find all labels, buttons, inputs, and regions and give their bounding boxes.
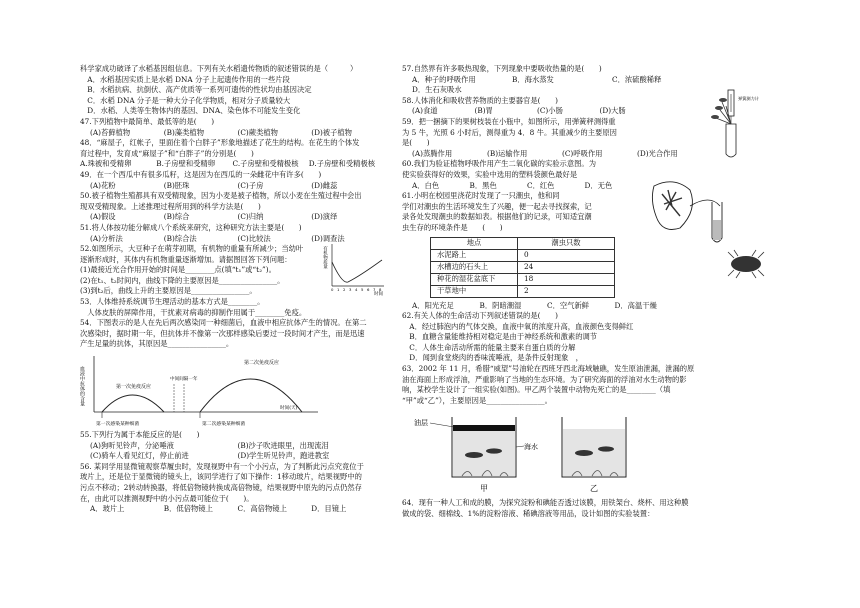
q54-time-label: 时间(天) xyxy=(280,406,298,412)
q59-option: (D)光合作用 xyxy=(637,148,678,158)
q62-stem: 62.有关人体的生命活动下列叙述错误的是( ) xyxy=(402,311,558,321)
beaker-jia-label: 甲 xyxy=(480,484,488,494)
branch-icon xyxy=(716,102,731,124)
q57-stem: 57.自然界有许多吸热现象，下列现象中要吸收热量的是( ) xyxy=(402,64,602,73)
q48-option: D.子房壁和受精极核 xyxy=(308,159,376,169)
q50-options xyxy=(80,212,385,223)
q60-bag-experiment-figure xyxy=(650,176,740,248)
q53-line: 人体皮肤的屏障作用，干扰素对病毒的抑制作用属于________免疫。 xyxy=(80,307,307,317)
q52-seedling-graph xyxy=(324,240,386,296)
table-cell: 18 xyxy=(518,273,615,285)
q54-line: 54．下图表示的是人在先后两次感染同一种细菌后，血液中相应抗体产生的情况。在第二 xyxy=(80,318,367,328)
q58-option: (B)胃 xyxy=(474,106,493,116)
table-row xyxy=(431,249,615,261)
q55-options-row2 xyxy=(80,451,385,462)
q63-line: 响，某校学生设计了一组实验(如图)。甲乙两个装置中动物先死亡的是________（填 xyxy=(402,385,671,395)
q56-option: A．玻片上 xyxy=(90,504,125,514)
q60-line: 60.我们为验证植物呼吸作用产生二氧化碳的实验示意图。为 xyxy=(402,159,597,169)
q52-graph-tick: 8 xyxy=(379,287,382,293)
q61-option: A．阳光充足 xyxy=(412,300,454,310)
q61-options xyxy=(402,301,682,312)
table-cell: 2 xyxy=(518,285,615,297)
q50-line: 50.被子植物生殖都具有双受精现象，因为小麦是被子植物，所以小麦在生殖过程中会出 xyxy=(80,191,362,201)
q61-line: 录各处发现潮虫的数据如表。根据他们的记录，可知适宜潮 xyxy=(402,212,592,222)
q47-option: (C)蕨类植物 xyxy=(237,127,278,137)
oil-label: 油层 xyxy=(414,419,428,428)
q47-stem: 47.下列植物中最简单、最低等的是( ) xyxy=(80,116,215,126)
q61-table xyxy=(430,237,615,298)
q54-antibody-graph xyxy=(80,352,330,428)
q54-infection-1: 第一次感染某种细菌 xyxy=(96,422,140,428)
q50-option: (C)归纳 xyxy=(237,212,264,222)
intro-option-c: C．水稻 DNA 分子是一种大分子化学物质，相对分子质量较大 xyxy=(80,95,291,105)
q52-graph-tick: 4 xyxy=(355,287,358,293)
q62-option: B．血糖含量能维持相对稳定是由于神经系统和激素的调节 xyxy=(402,332,598,342)
q57-options xyxy=(402,75,712,86)
q60-option: C．红色 xyxy=(527,180,555,190)
q48-line: 48．“麻屋子，红帐子，里面住着个白胖子”形象地描述了花生的结构。在花生的个体发 xyxy=(80,138,360,148)
q63-line: “甲”或“乙”），主要原因是________________。 xyxy=(402,395,552,405)
q52-graph-tick: 7 xyxy=(373,287,376,293)
q56-option: B．低倍物镜上 xyxy=(163,504,213,514)
q51-stem: 51.将人体按功能分解成八个系统来研究，这种研究方法主要是( ) xyxy=(80,222,302,232)
q52-line: (1)最接近光合作用开始的时间是________点(填“t₁”或“t₂”)。 xyxy=(80,265,276,275)
q59-branch-scale-figure xyxy=(700,88,762,164)
q52-graph-tick: 1 xyxy=(337,287,340,293)
table-cell: 种花的湿花盆底下 xyxy=(431,273,518,285)
q61-line: 61.小明在校园里浇花时发现了一只潮虫，他和同 xyxy=(402,191,560,201)
q48-option: B.子房壁和受精卵 xyxy=(156,159,216,169)
q61-line: 虫生存的环境条件是 ( ) xyxy=(402,222,503,232)
q52-line: 52.如图所示，大豆种子在萌芽初期，有机物的重量有所减少；当幼叶 xyxy=(80,244,304,254)
q47-option: (A)苔藓植物 xyxy=(90,127,131,137)
q48-option: C.子房壁和受精极核 xyxy=(232,159,299,169)
intro-option-b: B．水稻抗病、抗倒伏、高产优质等一系列可遗传的性状均由基因决定 xyxy=(80,85,312,95)
q61-line: 学们对潮虫的生活环境发生了兴趣，便一起去寻找探索，记 xyxy=(402,201,592,211)
q47-option: (D)被子植物 xyxy=(311,127,352,137)
q53-line: 53．人体维持系统调节生理活动的基本方式是________。 xyxy=(80,297,265,307)
q61-option: D．高温干燥 xyxy=(614,300,657,310)
table-row xyxy=(431,285,615,297)
fish-icon xyxy=(575,450,593,456)
q50-option: (A)假设 xyxy=(90,212,116,222)
q62-option: C．人体生命活动所需的能量主要来自蛋白质的分解 xyxy=(402,342,576,352)
q50-line: 现双受精现象。上述推理过程所用到的科学方法是( ) xyxy=(80,201,261,211)
q48-option: A.珠被和受精卵 xyxy=(80,159,132,169)
q59-option: (A)蒸腾作用 xyxy=(412,148,453,158)
table-header-cell: 地点 xyxy=(431,237,518,249)
table-cell: 24 xyxy=(518,261,615,273)
q64-line: 64．现有一种人工和成的膜，为探究淀粉和碘能否透过该膜，用铁架台、烧杯、用这种膜 xyxy=(402,498,689,508)
q52-graph-tick: 3 xyxy=(349,287,352,293)
pill-bug-figure xyxy=(722,250,772,278)
q56-option: D．目镜上 xyxy=(311,504,347,514)
q47-option: (B)藻类植物 xyxy=(163,127,204,137)
q52-graph-xlabel: 时间 xyxy=(374,292,383,298)
q52-graph-ylabel: 有机物质量 xyxy=(322,246,328,269)
q54-first-response: 第一次免疫反应 xyxy=(116,384,152,391)
q52-graph-tick: 5 xyxy=(361,287,364,293)
q64-line: 做成的袋、细棉线、1%的淀粉溶液、稀碘溶液等用品，设计如图的实验装置： xyxy=(402,509,655,519)
table-row xyxy=(431,273,615,285)
q51-option: (B)综合法 xyxy=(163,233,197,243)
table-cell: 水泥路上 xyxy=(431,249,518,261)
q52-graph-tick: 2 xyxy=(343,287,346,293)
q60-line: 使实验获得好的效果，实验中选用的塑料袋颜色最好是 xyxy=(402,169,578,179)
spring-scale-label: 弹簧测力计 xyxy=(738,96,759,101)
q59-options xyxy=(402,149,712,160)
intro-option-d: D．水稻、人类等生物体内的基因、DNA、染色体不可能发生变化 xyxy=(80,106,301,116)
q56-line: 56. 某同学用显微镜观察草履虫时，发现视野中有一个小污点，为了判断此污点究竟位于 xyxy=(80,461,364,471)
table-header-cell: 潮虫只数 xyxy=(518,237,615,249)
q61-option: C．空气新鲜 xyxy=(547,300,590,310)
q49-option: (A)花粉 xyxy=(90,180,116,190)
q60-option: A．白色 xyxy=(412,180,440,190)
q59-line: 59．把一捆摘下的果树枝装在小瓶中，如图所示，用弹簧秤测得重 xyxy=(402,116,616,126)
q57-option-d: D．生石灰吸水 xyxy=(412,85,462,95)
q49-stem: 49．在一个西瓜中有很多瓜籽，这是因为在西瓜的一朵雌花中有许多( ) xyxy=(80,169,322,179)
q54-graph-ylabel: 血液中抗体的含量 xyxy=(79,366,85,407)
fish-icon xyxy=(465,452,483,458)
q55-option: (B)沙子吹进眼里，出现流泪 xyxy=(237,440,329,450)
q60-option: B．黑色 xyxy=(469,180,497,190)
q48-options xyxy=(80,159,385,170)
q54-second-response: 第二次免疫反应 xyxy=(244,360,280,367)
intro-line: 科学家成功破译了水稻基因组信息。下列有关水稻遗传物质的叙述错误的是（ ） xyxy=(80,64,358,73)
q47-options xyxy=(80,128,385,139)
bottle-icon xyxy=(726,124,736,157)
q56-line: 污点不移动；2转动转换器，将低倍物镜转换成高倍物镜，结果视野中原先的污点仍然存 xyxy=(80,483,362,492)
q49-options xyxy=(80,181,385,192)
q56-options xyxy=(80,504,385,515)
beaker-yi xyxy=(562,417,626,477)
q54-infection-2: 第二次感染某种细菌 xyxy=(202,422,246,428)
table-row xyxy=(431,261,615,273)
q57-option: A．种子的呼吸作用 xyxy=(412,74,476,84)
q55-option: (D)学生听见铃声，跑进教室 xyxy=(237,451,330,461)
table-cell: 0 xyxy=(518,249,615,261)
q52-line: (3)到t₂后，曲线上升的主要原因是________________。 xyxy=(80,286,257,296)
q58-options xyxy=(402,106,662,117)
q52-graph-tick: 0 xyxy=(331,287,334,293)
q63-line: 63．2002 年 11 月，希腊“威望”号油轮在西班牙西北海域触礁，发生原油泄漏，泄漏的原 xyxy=(402,364,695,374)
pill-bug-icon xyxy=(731,256,761,272)
plant-icon xyxy=(662,190,682,216)
beaker-yi-label: 乙 xyxy=(590,484,598,494)
q49-option: (B)胚珠 xyxy=(163,180,190,190)
q52-line: 逐渐形成时，其体内有机物重量逐渐增加。请据图回答下列问题： xyxy=(80,254,292,264)
q55-stem: 55.下列行为属于本能反应的是( ) xyxy=(80,430,200,440)
intro-option-a: A．水稻基因实质上是水稻 DNA 分子上起遗传作用的一些片段 xyxy=(80,74,290,84)
q55-option: (C)骑车人看见红灯，停止前进 xyxy=(90,451,189,461)
q59-option: (B)运输作用 xyxy=(487,148,528,158)
q55-option: (A)狗听见铃声，分泌唾液 xyxy=(90,440,174,450)
q58-option: (C)小肠 xyxy=(537,106,563,116)
q60-option: D．无色 xyxy=(584,180,613,190)
table-header-row xyxy=(431,237,615,249)
fish-icon xyxy=(486,449,502,454)
q52-line: (2)在t₁、t₂时间内，曲线下降的主要原因是________________。 xyxy=(80,275,285,285)
q56-line: 在，由此可以推测视野中的小污点最可能位于( )。 xyxy=(80,493,254,503)
q59-option: (C)呼吸作用 xyxy=(562,148,603,158)
q56-line: 玻片上，还是位于显微镜的镜头上，该同学进行了如下操作：1移动玻片，结果视野中的 xyxy=(80,472,362,482)
q49-option: (C)子房 xyxy=(237,180,264,190)
q49-option: (D)雌蕊 xyxy=(311,180,338,190)
q63-oil-experiment xyxy=(412,409,682,495)
beaker-jia xyxy=(452,417,516,477)
q51-option: (D)调查法 xyxy=(311,233,345,243)
seawater-label: 海水 xyxy=(524,443,538,452)
q61-option: B．阴暗潮湿 xyxy=(479,300,522,310)
q51-option: (C)比较法 xyxy=(237,233,271,243)
fish-icon xyxy=(598,447,614,452)
q52-block xyxy=(80,244,385,297)
q58-stem: 58.人体消化和吸收营养物质的主要器官是( ) xyxy=(402,95,558,105)
q59-line: 为 5 牛，光照 6 小时后，测得重为 4．8 牛。其重减少的主要原因 xyxy=(402,127,617,137)
q50-option: (D)演绎 xyxy=(311,212,338,222)
q57-option: C．浓硫酸稀释 xyxy=(612,74,662,84)
q63-line: 油在海面上形成浮油，严重影响了当地的生态环境。为了研究海面的浮油对水生动物的影 xyxy=(402,374,687,384)
q62-option: A．经过肺泡内的气体交换，血液中氧的浓度升高，血液颜色变得鲜红 xyxy=(402,321,634,331)
q54-interval-label: 中间间隔一年 xyxy=(170,377,198,383)
q55-options-row1 xyxy=(80,441,385,452)
oil-layer xyxy=(453,425,515,431)
q54-line: 产生足量的抗体，其原因是________________。 xyxy=(80,339,234,349)
q54-line: 次感染时，据时期一年，但抗体并不像第一次那样感染后要过一段时间才产生，而是迅速 xyxy=(80,328,365,338)
q56-option: C．高倍物镜上 xyxy=(237,504,287,514)
table-cell: 干草地中 xyxy=(431,285,518,297)
q50-option: (B)综合 xyxy=(163,212,190,222)
q51-option: (A)分析法 xyxy=(90,233,123,243)
q48-line: 育过程中，发育成“麻屋子”和“白胖子”的分别是( ) xyxy=(80,148,254,158)
q58-option: (A)食道 xyxy=(412,106,438,116)
q59-line: 是( ) xyxy=(402,138,430,148)
table-cell: 水槽边的石头上 xyxy=(431,261,518,273)
q52-graph-tick: 6 xyxy=(367,287,370,293)
q58-option: (D)大肠 xyxy=(599,106,626,116)
q57-option: B．海水蒸发 xyxy=(512,74,554,84)
left-column xyxy=(80,64,385,515)
q60-options xyxy=(402,181,642,192)
q62-option: D．闻到食堂烧肉的香味流唾液，是条件反射现象 ， xyxy=(402,353,583,363)
